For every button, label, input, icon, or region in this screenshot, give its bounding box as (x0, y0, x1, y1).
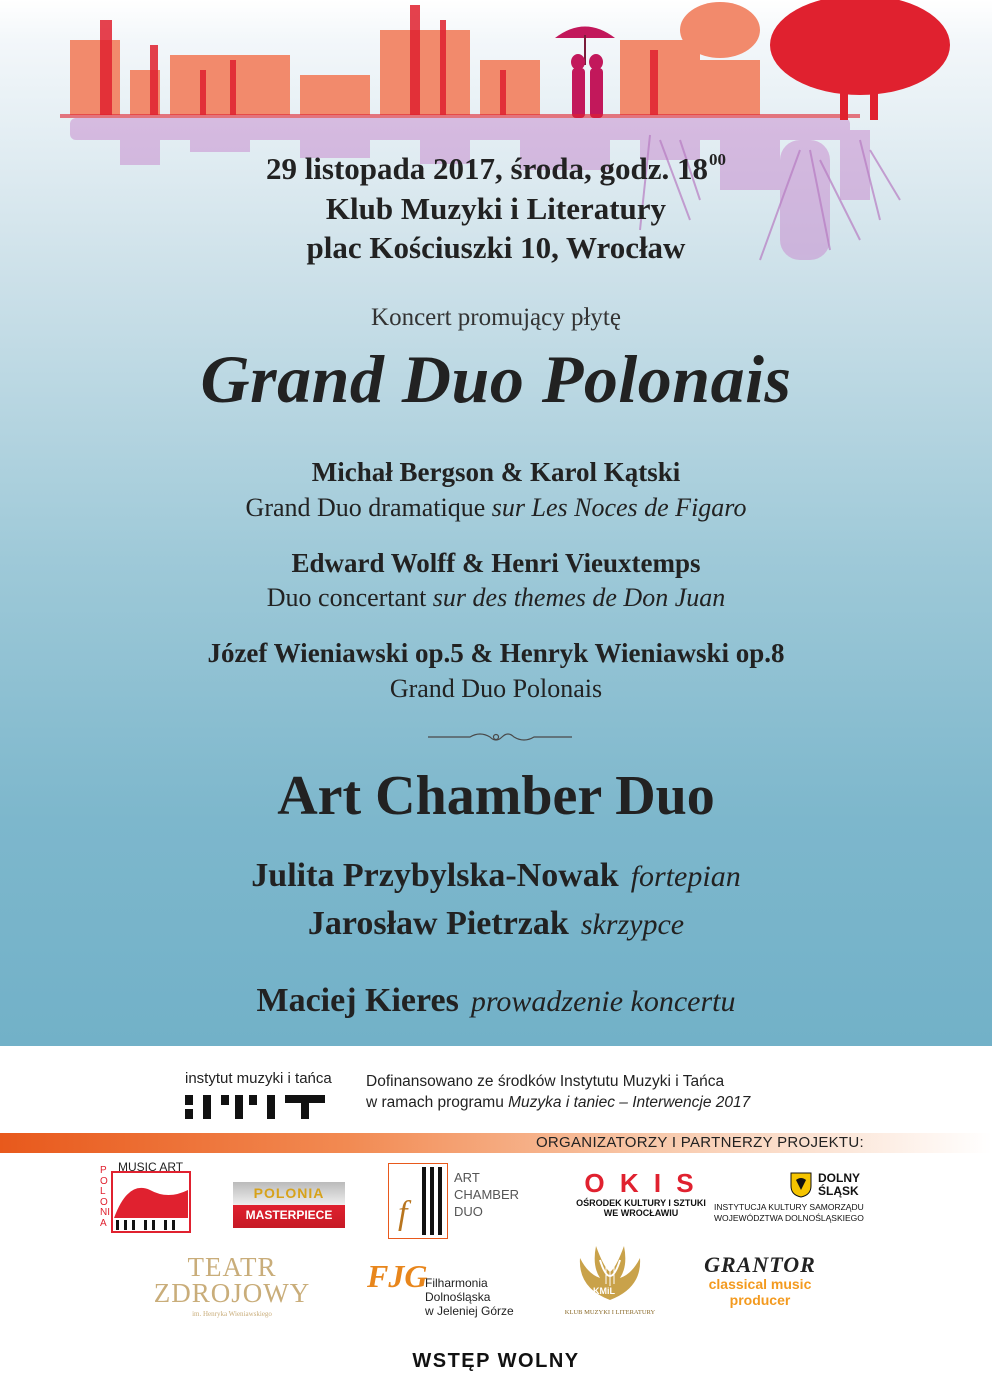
cd-title: Grand Duo Polonais (200, 341, 792, 417)
performer-1: Julita Przybylska-Nowak fortepian (251, 857, 741, 894)
imit-mark (185, 1095, 335, 1119)
event-datetime: 29 listopada 2017, środa, godz. $18^{00}$ (265, 150, 727, 186)
ornament-divider (0, 727, 992, 747)
coat-of-arms-icon (790, 1172, 812, 1198)
funding-note: Dofinansowano ze środków Instytutu Muzyki i Tańca w ramach programu Muzyka i taniec – Interwencje 2017 (366, 1073, 751, 1111)
program-composers-1: Michał Bergson & Karol Kątski (311, 457, 681, 487)
concert-promo: Koncert promujący płytę (371, 304, 621, 331)
partners-heading: ORGANIZATORZY I PARTNERZY PROJEKTU: (535, 1134, 864, 1151)
performer-2: Jarosław Pietrzak skrzypce (307, 905, 685, 942)
okis-logo: O K I S OŚRODEK KULTURY I SZTUKI WE WROCŁAWIU (576, 1168, 706, 1218)
event-address: plac Kościuszki 10, Wrocław (306, 230, 686, 265)
event-time-minutes: 00 (709, 150, 727, 169)
polonia-masterpiece-logo: POLONIA MASTERPIECE (233, 1182, 345, 1228)
program-work-1: Grand Duo dramatique sur Les Noces de Figaro (245, 493, 747, 522)
filharmonia-logo: FJG Filharmonia Dolnośląska w Jeleniej Górze (367, 1258, 514, 1318)
imit-logo: instytut muzyki i tańca (185, 1070, 345, 1124)
presenter: Maciej Kieres prowadzenie koncertu (256, 982, 736, 1019)
program-composers-3: Józef Wieniawski op.5 & Henryk Wieniawski op.8 (207, 638, 785, 668)
teatr-zdrojowy-logo: TEATR ZDROJOWY im. Henryka Wieniawskiego (153, 1252, 311, 1318)
admission-note: WSTĘP WOLNY (412, 1350, 580, 1372)
music-art-logo: MUSIC ART POLONIA (98, 1160, 198, 1240)
art-chamber-duo-logo: f ART CHAMBER DUO (388, 1163, 528, 1239)
ensemble-name: Art Chamber Duo (277, 765, 715, 827)
event-venue: Klub Muzyki i Literatury (325, 191, 667, 226)
kmil-logo: KMiL KLUB MUZYKI I LITERATURY (564, 1238, 656, 1316)
program-composers-2: Edward Wolff & Henri Vieuxtemps (291, 548, 701, 578)
grantor-logo: GRANTOR classical music producer (704, 1252, 816, 1308)
art-chamber-duo-mark (388, 1163, 448, 1239)
program-work-2: Duo concertant sur des themes de Don Juan (266, 583, 726, 612)
program-work-3: Grand Duo Polonais (389, 674, 603, 703)
